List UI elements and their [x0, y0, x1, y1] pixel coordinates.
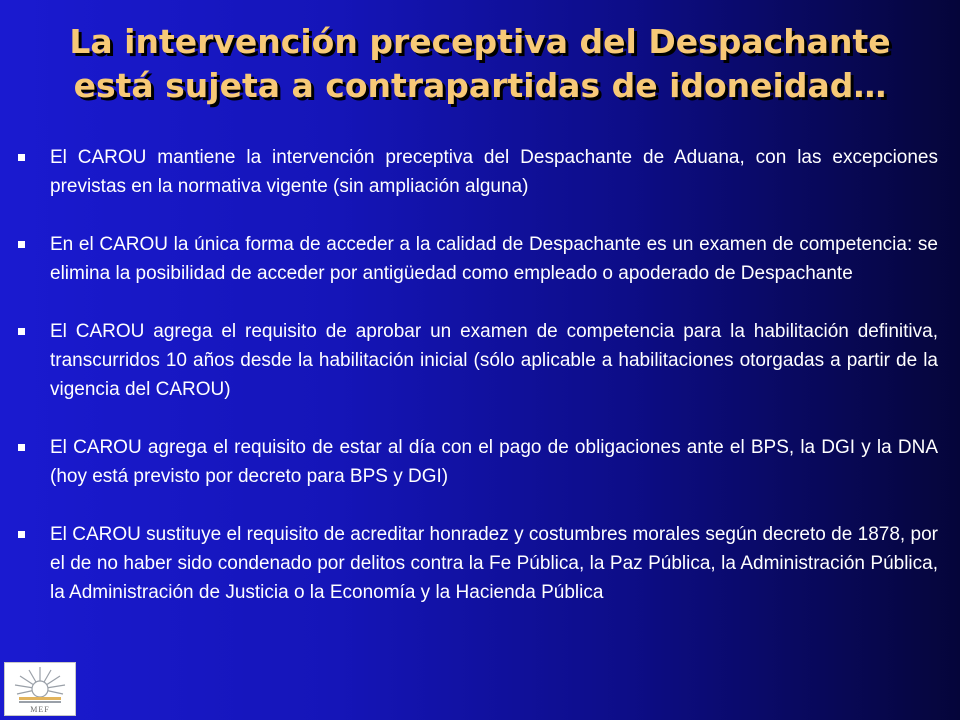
square-bullet-icon — [18, 444, 25, 451]
sun-emblem-icon — [5, 663, 75, 705]
bullet-item — [18, 143, 938, 201]
logo-label: MEF — [30, 705, 50, 714]
bullet-list — [18, 143, 938, 636]
bullet-item — [18, 317, 938, 404]
bullet-item — [18, 433, 938, 491]
slide-title-line-1: La intervención preceptiva del Despachante — [69, 22, 891, 61]
square-bullet-icon — [18, 328, 25, 335]
bullet-item — [18, 230, 938, 288]
square-bullet-icon — [18, 154, 25, 161]
bullet-text: El CAROU mantiene la intervención preceptiva del Despachante de Aduana, con las excepciones previstas en la normativa vigente (sin ampliación alguna) — [50, 147, 938, 197]
bullet-text: El CAROU agrega el requisito de estar al día con el pago de obligaciones ante el BPS, la DGI y la DNA (hoy está previsto por decreto para BPS y DGI) — [50, 437, 938, 487]
bullet-text: El CAROU sustituye el requisito de acreditar honradez y costumbres morales según decreto de 1878, por el de no haber sido condenado por delitos contra la Fe Pública, la Paz Pública, la Administración Pública, la Administración de Justicia o la Economía y la Hacienda Pública — [50, 524, 938, 603]
mef-logo — [4, 662, 76, 716]
bullet-text: En el CAROU la única forma de acceder a la calidad de Despachante es un examen de competencia: se elimina la posibilidad de acceder por antigüedad como empleado o apoderado de Despachante — [50, 234, 938, 284]
slide-title-line-2: está sujeta a contrapartidas de idoneidad… — [73, 66, 887, 105]
square-bullet-icon — [18, 241, 25, 248]
square-bullet-icon — [18, 531, 25, 538]
slide-title — [0, 20, 960, 108]
bullet-item — [18, 520, 938, 607]
bullet-text: El CAROU agrega el requisito de aprobar un examen de competencia para la habilitación definitiva, transcurridos 10 años desde la habilitación inicial (sólo aplicable a habilitaciones otorgadas a partir de la vigencia del CAROU) — [50, 321, 938, 400]
